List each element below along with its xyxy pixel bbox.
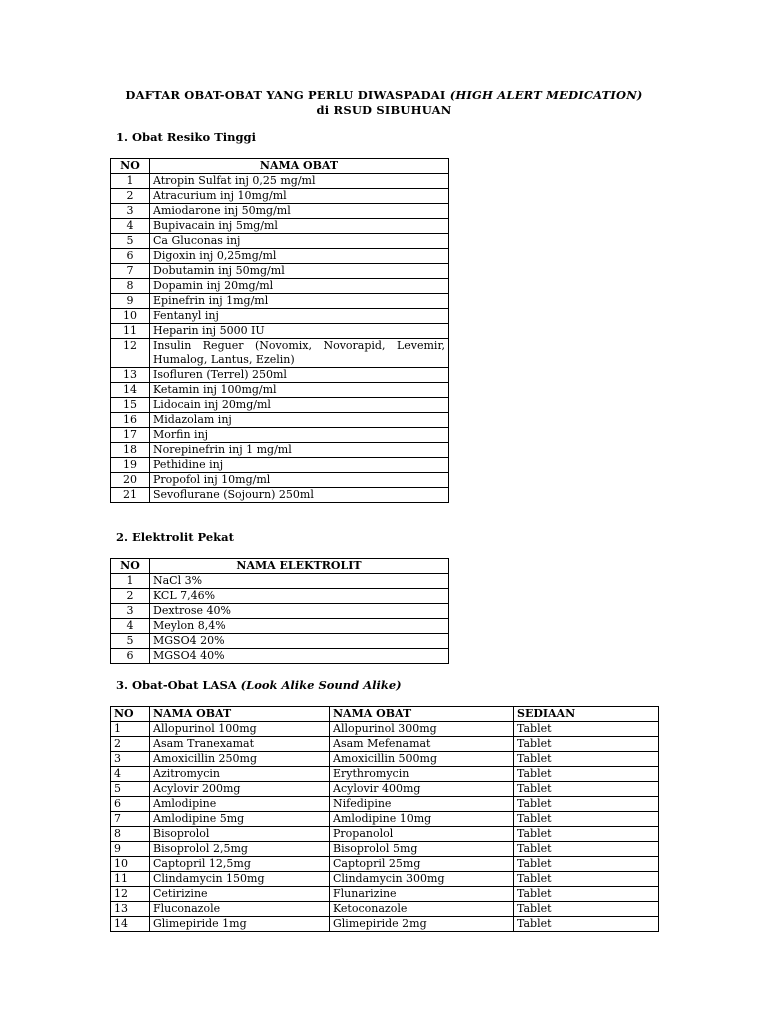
drug-name-b-cell: Clindamycin 300mg [330, 872, 514, 887]
table-row [111, 457, 449, 472]
drug-name-b-cell: Flunarizine [330, 887, 514, 902]
row-number-cell: 15 [111, 397, 150, 412]
row-number-cell: 3 [111, 204, 150, 219]
drug-name-cell: Ca Gluconas inj [150, 234, 449, 249]
drug-name-b-cell: Glimepiride 2mg [330, 917, 514, 932]
table-row [111, 574, 449, 589]
row-number-cell: 6 [111, 249, 150, 264]
table-row [111, 902, 659, 917]
row-number-cell: 16 [111, 412, 150, 427]
drug-name-cell: Heparin inj 5000 IU [150, 324, 449, 339]
row-number-cell: 13 [111, 367, 150, 382]
electrolyte-name-cell: NaCl 3% [150, 574, 449, 589]
row-number-cell: 10 [111, 309, 150, 324]
table-row [111, 722, 659, 737]
row-number-cell: 3 [111, 604, 150, 619]
row-number-cell: 17 [111, 427, 150, 442]
column-header-sediaan: SEDIAAN [514, 707, 659, 722]
section-3-heading-text: 3. Obat-Obat LASA [116, 678, 241, 692]
drug-name-cell: Propofol inj 10mg/ml [150, 472, 449, 487]
drug-name-cell: Atracurium inj 10mg/ml [150, 189, 449, 204]
drug-name-b-cell: Amlodipine 10mg [330, 812, 514, 827]
drug-name-cell: Amiodarone inj 50mg/ml [150, 204, 449, 219]
table-row [111, 324, 449, 339]
lasa-drug-rows [111, 722, 659, 932]
table-row [111, 827, 659, 842]
row-number-cell: 12 [111, 887, 150, 902]
title-italic-text: (HIGH ALERT MEDICATION) [449, 88, 643, 102]
drug-name-cell: Morfin inj [150, 427, 449, 442]
table-row [111, 767, 659, 782]
row-number-cell: 4 [111, 219, 150, 234]
table-row [111, 737, 659, 752]
table-row [111, 872, 659, 887]
title-text: DAFTAR OBAT-OBAT YANG PERLU DIWASPADAI [125, 88, 450, 102]
section-1-heading: 1. Obat Resiko Tinggi [116, 130, 256, 144]
drug-name-cell: Ketamin inj 100mg/ml [150, 382, 449, 397]
table-row [111, 649, 449, 664]
row-number-cell: 10 [111, 857, 150, 872]
table-row [111, 917, 659, 932]
high-risk-drug-table [110, 158, 449, 503]
table-row [111, 782, 659, 797]
electrolyte-name-cell: MGSO4 20% [150, 634, 449, 649]
electrolyte-name-cell: Dextrose 40% [150, 604, 449, 619]
drug-name-cell: Atropin Sulfat inj 0,25 mg/ml [150, 174, 449, 189]
drug-name-cell: Bupivacain inj 5mg/ml [150, 219, 449, 234]
document-title [0, 88, 768, 118]
drug-name-a-cell: Asam Tranexamat [150, 737, 330, 752]
dosage-form-cell: Tablet [514, 902, 659, 917]
table-header-row [111, 707, 659, 722]
row-number-cell: 14 [111, 917, 150, 932]
column-header-nama-obat-1: NAMA OBAT [150, 707, 330, 722]
table-row [111, 427, 449, 442]
table-row [111, 234, 449, 249]
table-row [111, 857, 659, 872]
table-row [111, 797, 659, 812]
row-number-cell: 2 [111, 589, 150, 604]
drug-name-cell: Fentanyl inj [150, 309, 449, 324]
electrolyte-rows [111, 574, 449, 664]
high-risk-drug-rows [111, 174, 449, 503]
table-row [111, 367, 449, 382]
row-number-cell: 3 [111, 752, 150, 767]
drug-name-a-cell: Acylovir 200mg [150, 782, 330, 797]
table-row [111, 189, 449, 204]
row-number-cell: 8 [111, 279, 150, 294]
row-number-cell: 12 [111, 339, 150, 368]
row-number-cell: 18 [111, 442, 150, 457]
drug-name-a-cell: Amoxicillin 250mg [150, 752, 330, 767]
electrolyte-name-cell: Meylon 8,4% [150, 619, 449, 634]
dosage-form-cell: Tablet [514, 842, 659, 857]
dosage-form-cell: Tablet [514, 797, 659, 812]
row-number-cell: 20 [111, 472, 150, 487]
drug-name-a-cell: Bisoprolol 2,5mg [150, 842, 330, 857]
row-number-cell: 5 [111, 782, 150, 797]
drug-name-b-cell: Propanolol [330, 827, 514, 842]
table-row [111, 887, 659, 902]
drug-name-a-cell: Fluconazole [150, 902, 330, 917]
table-row [111, 204, 449, 219]
table-row [111, 842, 659, 857]
table-header-row [111, 559, 449, 574]
column-header-nama-obat: NAMA OBAT [150, 159, 449, 174]
drug-name-cell: Dopamin inj 20mg/ml [150, 279, 449, 294]
drug-name-a-cell: Glimepiride 1mg [150, 917, 330, 932]
row-number-cell: 19 [111, 457, 150, 472]
table-row [111, 812, 659, 827]
drug-name-b-cell: Bisoprolol 5mg [330, 842, 514, 857]
dosage-form-cell: Tablet [514, 782, 659, 797]
row-number-cell: 1 [111, 174, 150, 189]
dosage-form-cell: Tablet [514, 737, 659, 752]
table-row [111, 249, 449, 264]
table-row [111, 589, 449, 604]
row-number-cell: 5 [111, 234, 150, 249]
row-number-cell: 2 [111, 189, 150, 204]
row-number-cell: 7 [111, 264, 150, 279]
drug-name-cell: Epinefrin inj 1mg/ml [150, 294, 449, 309]
table-row [111, 752, 659, 767]
drug-name-a-cell: Clindamycin 150mg [150, 872, 330, 887]
row-number-cell: 2 [111, 737, 150, 752]
drug-name-a-cell: Captopril 12,5mg [150, 857, 330, 872]
row-number-cell: 11 [111, 324, 150, 339]
row-number-cell: 6 [111, 649, 150, 664]
section-2-heading: 2. Elektrolit Pekat [116, 530, 234, 544]
section-3-heading [116, 678, 402, 692]
title-line-1 [0, 88, 768, 103]
drug-name-a-cell: Allopurinol 100mg [150, 722, 330, 737]
row-number-cell: 7 [111, 812, 150, 827]
row-number-cell: 1 [111, 722, 150, 737]
table-row [111, 412, 449, 427]
table-row [111, 174, 449, 189]
drug-name-cell: Sevoflurane (Sojourn) 250ml [150, 487, 449, 502]
drug-name-cell: Digoxin inj 0,25mg/ml [150, 249, 449, 264]
title-line-2: di RSUD SIBUHUAN [316, 103, 452, 117]
table-row [111, 382, 449, 397]
row-number-cell: 14 [111, 382, 150, 397]
dosage-form-cell: Tablet [514, 767, 659, 782]
column-header-nama-obat-2: NAMA OBAT [330, 707, 514, 722]
section-3-heading-italic: (Look Alike Sound Alike) [240, 678, 402, 692]
drug-name-b-cell: Allopurinol 300mg [330, 722, 514, 737]
row-number-cell: 21 [111, 487, 150, 502]
table-row [111, 294, 449, 309]
table-row [111, 397, 449, 412]
table-row [111, 279, 449, 294]
row-number-cell: 13 [111, 902, 150, 917]
row-number-cell: 1 [111, 574, 150, 589]
table-row [111, 604, 449, 619]
row-number-cell: 8 [111, 827, 150, 842]
drug-name-cell: Insulin Reguer (Novomix, Novorapid, Levemir, Humalog, Lantus, Ezelin) [150, 339, 449, 368]
row-number-cell: 9 [111, 842, 150, 857]
table-row [111, 442, 449, 457]
electrolyte-name-cell: KCL 7,46% [150, 589, 449, 604]
dosage-form-cell: Tablet [514, 872, 659, 887]
dosage-form-cell: Tablet [514, 722, 659, 737]
row-number-cell: 9 [111, 294, 150, 309]
lasa-drug-table [110, 706, 659, 932]
dosage-form-cell: Tablet [514, 752, 659, 767]
drug-name-cell: Dobutamin inj 50mg/ml [150, 264, 449, 279]
column-header-nama-elektrolit: NAMA ELEKTROLIT [150, 559, 449, 574]
table-row [111, 219, 449, 234]
drug-name-b-cell: Acylovir 400mg [330, 782, 514, 797]
drug-name-b-cell: Asam Mefenamat [330, 737, 514, 752]
row-number-cell: 6 [111, 797, 150, 812]
drug-name-b-cell: Nifedipine [330, 797, 514, 812]
drug-name-cell: Norepinefrin inj 1 mg/ml [150, 442, 449, 457]
drug-name-b-cell: Captopril 25mg [330, 857, 514, 872]
table-row [111, 634, 449, 649]
row-number-cell: 5 [111, 634, 150, 649]
table-row [111, 264, 449, 279]
dosage-form-cell: Tablet [514, 812, 659, 827]
column-header-no: NO [111, 159, 150, 174]
electrolyte-table [110, 558, 449, 664]
drug-name-cell: Lidocain inj 20mg/ml [150, 397, 449, 412]
drug-name-b-cell: Ketoconazole [330, 902, 514, 917]
drug-name-cell: Isofluren (Terrel) 250ml [150, 367, 449, 382]
drug-name-a-cell: Azitromycin [150, 767, 330, 782]
dosage-form-cell: Tablet [514, 887, 659, 902]
table-row [111, 309, 449, 324]
drug-name-cell: Midazolam inj [150, 412, 449, 427]
row-number-cell: 4 [111, 767, 150, 782]
column-header-no: NO [111, 707, 150, 722]
drug-name-a-cell: Bisoprolol [150, 827, 330, 842]
drug-name-a-cell: Amlodipine [150, 797, 330, 812]
row-number-cell: 4 [111, 619, 150, 634]
table-row [111, 339, 449, 368]
drug-name-a-cell: Amlodipine 5mg [150, 812, 330, 827]
table-header-row [111, 159, 449, 174]
table-row [111, 619, 449, 634]
drug-name-cell: Pethidine inj [150, 457, 449, 472]
dosage-form-cell: Tablet [514, 827, 659, 842]
dosage-form-cell: Tablet [514, 917, 659, 932]
drug-name-b-cell: Erythromycin [330, 767, 514, 782]
drug-name-b-cell: Amoxicillin 500mg [330, 752, 514, 767]
table-row [111, 487, 449, 502]
row-number-cell: 11 [111, 872, 150, 887]
drug-name-a-cell: Cetirizine [150, 887, 330, 902]
column-header-no: NO [111, 559, 150, 574]
electrolyte-name-cell: MGSO4 40% [150, 649, 449, 664]
table-row [111, 472, 449, 487]
dosage-form-cell: Tablet [514, 857, 659, 872]
